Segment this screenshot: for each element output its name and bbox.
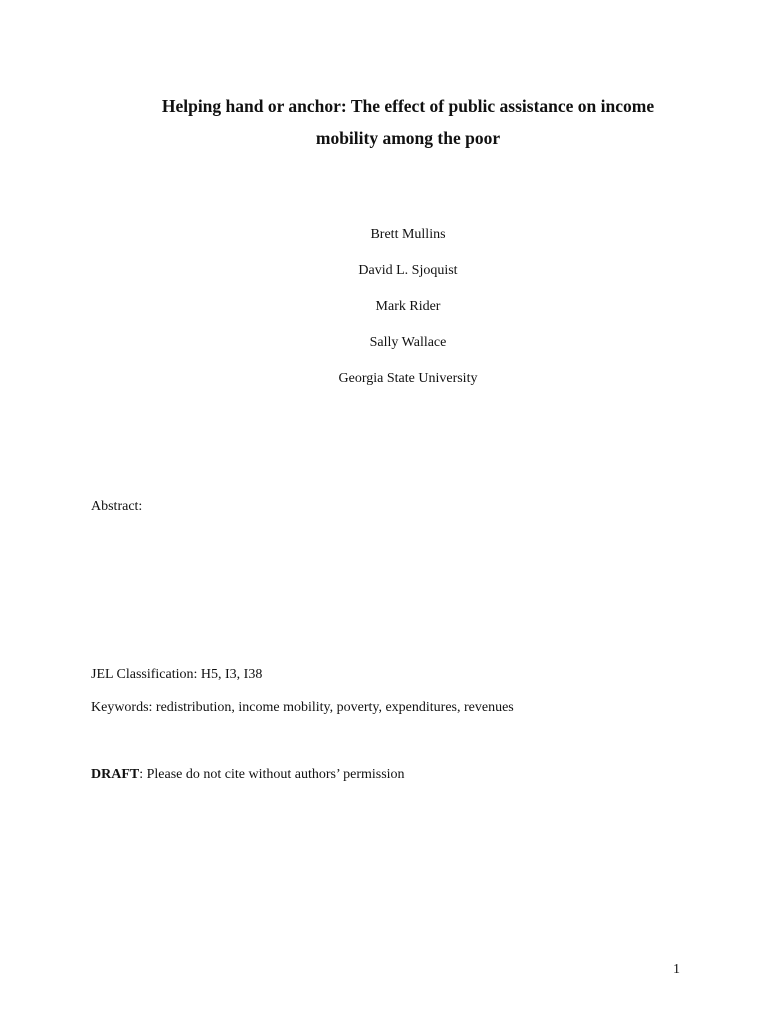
author-name: Brett Mullins: [370, 227, 446, 242]
page-number: 1: [673, 962, 680, 977]
paper-title-line-1: Helping hand or anchor: The effect of public assistance on income: [161, 96, 655, 116]
author-name: Mark Rider: [375, 299, 441, 314]
draft-label: DRAFT: [91, 767, 140, 782]
paper-title-line-2: mobility among the poor: [315, 128, 501, 148]
jel-classification: JEL Classification: H5, I3, I38: [91, 667, 263, 682]
author-name: Sally Wallace: [369, 335, 447, 350]
paper-title: [90, 90, 726, 154]
draft-text: : Please do not cite without authors’ permission: [139, 767, 405, 782]
draft-notice: [91, 765, 405, 785]
abstract-label: Abstract:: [91, 499, 143, 514]
affiliation: Georgia State University: [338, 371, 478, 386]
keywords: Keywords: redistribution, income mobility, poverty, expenditures, revenues: [91, 700, 514, 715]
author-list: [90, 225, 726, 405]
author-name: David L. Sjoquist: [358, 263, 458, 278]
